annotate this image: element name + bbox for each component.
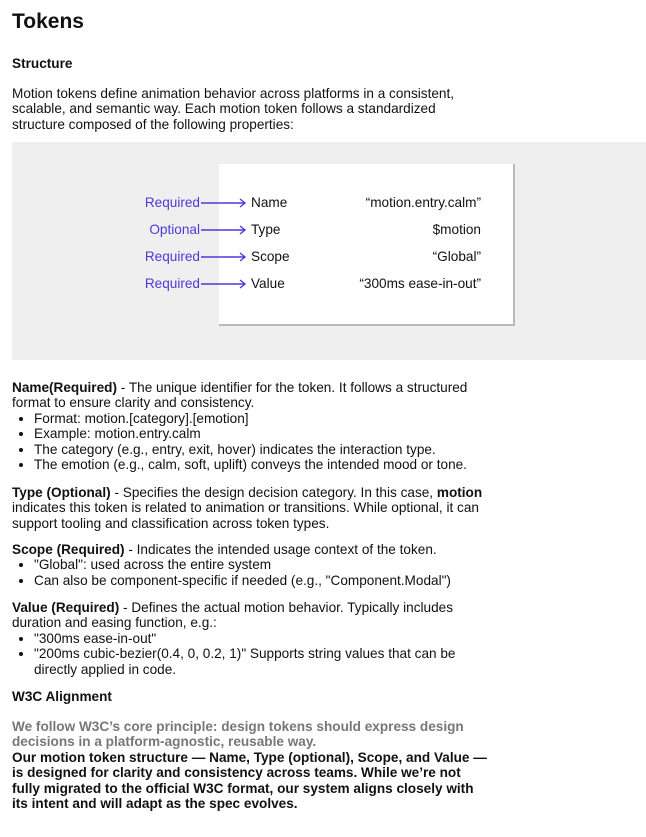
scope-section: [12, 542, 492, 588]
w3c-statement: Our motion token structure — Name, Type (optional), Scope, and Value — is designed for clarity and consistency across teams. While we’re not fully migrated to the official W3C format, our system aligns closely with its intent and will adapt as the spec evolves.: [12, 749, 487, 812]
list-item: • "200ms cubic-bezier(0.4, 0, 0.2, 1)" Supports string values that can be directly applied in code.: [34, 646, 492, 677]
name-description: - The unique identifier for the token. It follows a structured format to ensure clarity and consistency.: [12, 380, 468, 411]
name-bullets: [12, 411, 492, 473]
list-item: • "300ms ease-in-out": [34, 631, 492, 646]
scope-label: Scope (Required): [12, 542, 125, 557]
requirement-label: Required: [144, 249, 200, 264]
arrow-right-icon: [201, 224, 247, 236]
property-name: Scope: [251, 249, 290, 264]
list-item: • Can also be component-specific if needed (e.g., "Component.Modal"): [34, 573, 492, 588]
scope-bullets: [12, 557, 492, 588]
type-emphasis: motion: [436, 485, 483, 500]
value-label: Value (Required): [12, 600, 120, 615]
value-description: - Defines the actual motion behavior. Typically includes duration and easing function, e.g.:: [12, 600, 453, 631]
arrow-right-icon: [201, 197, 247, 209]
structure-intro: Motion tokens define animation behavior across platforms in a consistent, scalable, and semantic way. Each motion token follows a standardized structure composed of the following properties:: [12, 86, 455, 132]
requirement-label: Required: [144, 195, 200, 210]
property-name: Value: [251, 276, 285, 291]
requirement-label: Required: [144, 276, 200, 291]
type-section: [12, 485, 492, 531]
type-label: Type (Optional): [12, 485, 111, 500]
property-name: Type: [251, 222, 281, 237]
diagram-row-value: [12, 274, 646, 294]
diagram-row-scope: [12, 247, 646, 267]
page-title: Tokens: [12, 10, 84, 33]
list-item: • Format: motion.[category].[emotion]: [34, 411, 492, 426]
list-item: • "Global": used across the entire system: [34, 557, 492, 572]
list-item: • The category (e.g., entry, exit, hover) indicates the interaction type.: [34, 442, 492, 457]
list-item: • The emotion (e.g., calm, soft, uplift) conveys the intended mood or tone.: [34, 457, 492, 472]
structure-heading: Structure: [12, 56, 73, 71]
w3c-heading: W3C Alignment: [12, 689, 112, 704]
diagram-row-name: [12, 193, 646, 213]
property-example: “300ms ease-in-out”: [359, 276, 481, 291]
name-section: [12, 380, 492, 472]
scope-description: - Indicates the intended usage context of the token.: [124, 542, 437, 557]
property-example: $motion: [432, 222, 481, 237]
name-label: Name(Required): [12, 380, 117, 395]
w3c-principle: We follow W3C’s core principle: design tokens should express design decisions in a platform-agnostic, reusable way.: [12, 719, 464, 750]
diagram-row-type: [12, 220, 646, 240]
property-name: Name: [251, 195, 288, 210]
arrow-right-icon: [201, 278, 247, 290]
type-description-cont: indicates this token is related to animation or transitions. While optional, it can support tooling and classification across token types.: [12, 500, 479, 531]
arrow-right-icon: [201, 251, 247, 263]
value-section: [12, 600, 492, 677]
value-bullets: [12, 631, 492, 677]
property-example: “Global”: [432, 249, 481, 264]
token-structure-diagram: [12, 142, 646, 360]
token-card: [219, 164, 515, 326]
type-description: - Specifies the design decision category. In this case,: [110, 485, 437, 500]
w3c-section: [12, 719, 492, 811]
property-example: “motion.entry.calm”: [365, 195, 481, 210]
list-item: • Example: motion.entry.calm: [34, 426, 492, 441]
requirement-label: Optional: [149, 222, 200, 237]
